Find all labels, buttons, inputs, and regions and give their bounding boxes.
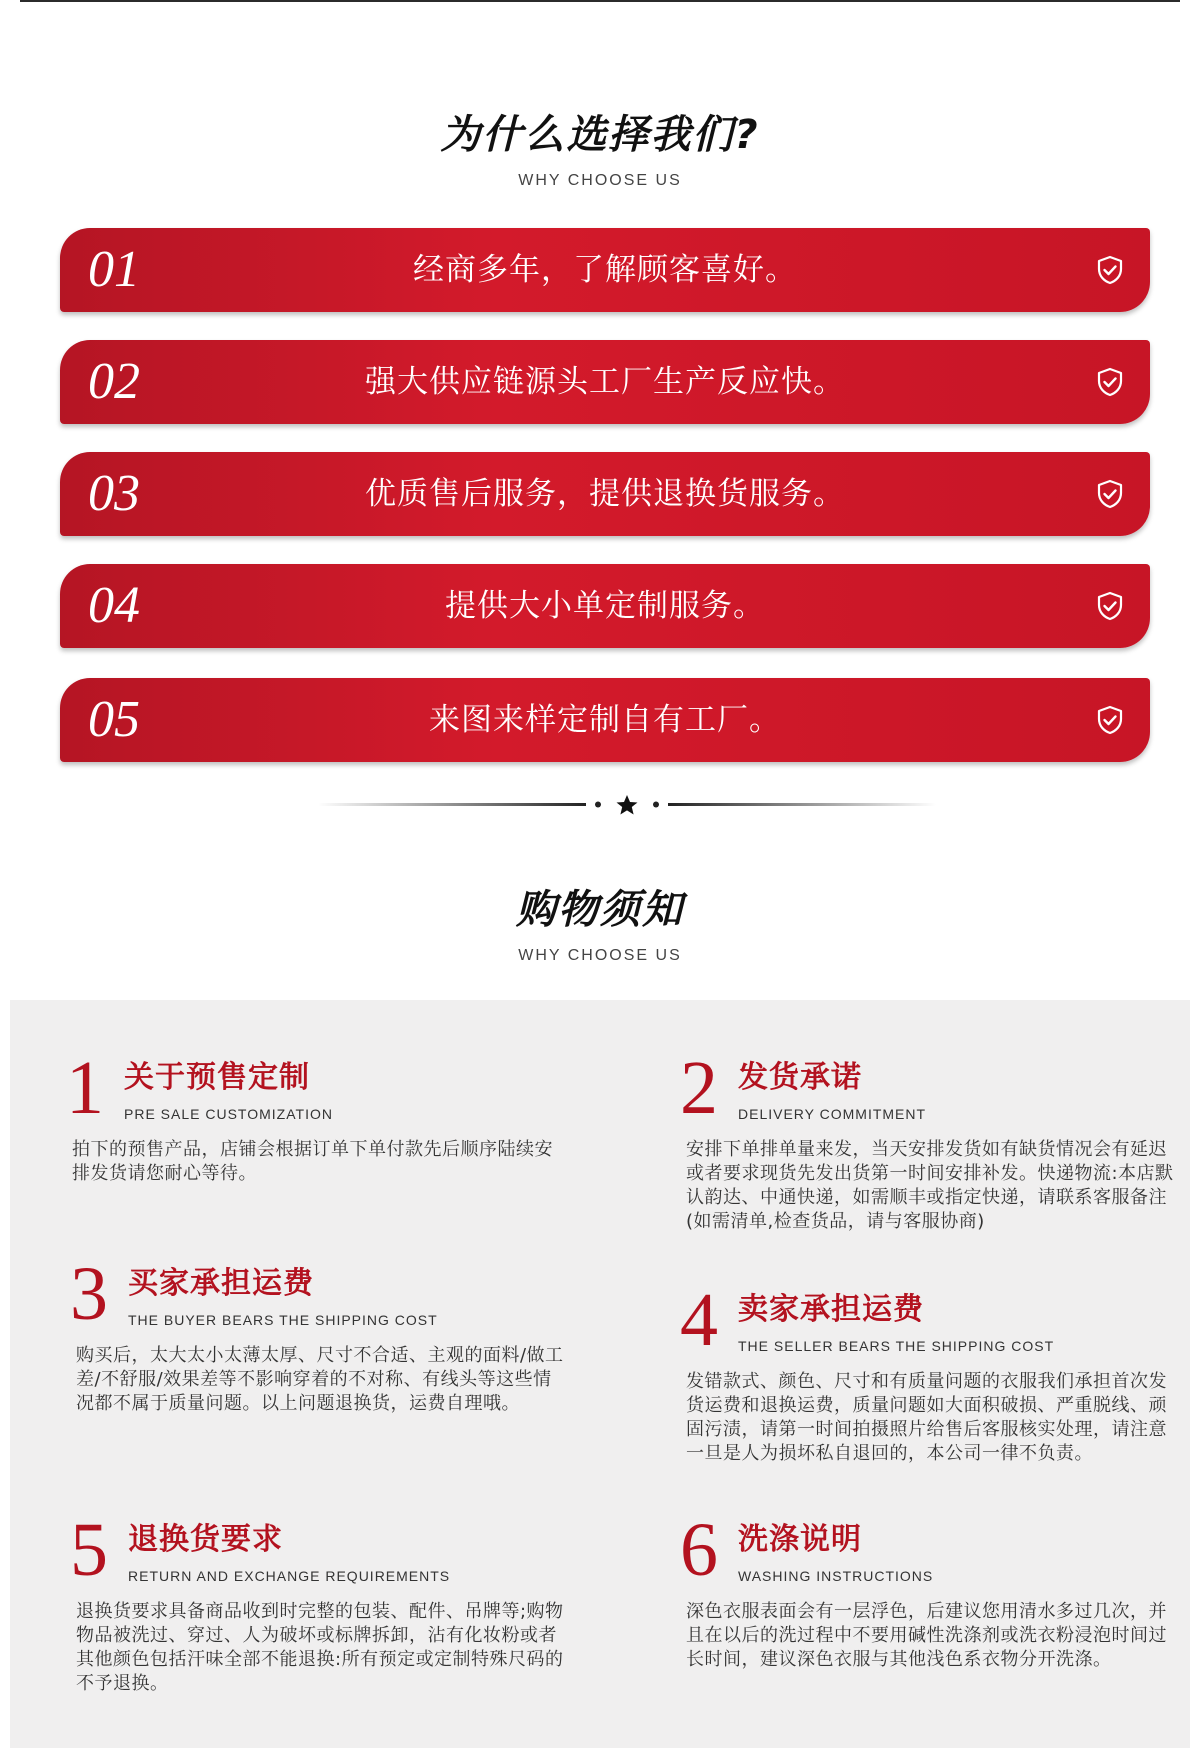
reason-number: 03: [88, 465, 140, 522]
shield-check-icon: [1094, 478, 1126, 510]
notice-item-title: 洗涤说明: [738, 1522, 862, 1557]
notice-item-number: 3: [70, 1252, 108, 1336]
reason-banner-02: [60, 340, 1150, 424]
notice-item-en: THE BUYER BEARS THE SHIPPING COST: [128, 1312, 438, 1328]
reason-number: 02: [88, 353, 140, 410]
notice-item-body: 深色衣服表面会有一层浮色，后建议您用清水多过几次，并且在以后的洗过程中不要用碱性洗涤剂或洗衣粉浸泡时间过长时间，建议深色衣服与其他浅色系衣物分开洗涤。: [686, 1601, 1167, 1670]
reason-text: 提供大小单定制服务。: [445, 588, 765, 624]
shopping-notice-header: [0, 878, 1200, 965]
notice-item-number: 6: [680, 1508, 718, 1592]
why-choose-us-header: [0, 103, 1200, 190]
why-title: 为什么选择我们?: [440, 112, 760, 158]
reason-banner-05: [60, 678, 1150, 762]
shield-check-icon: [1094, 590, 1126, 622]
notice-item-en: PRE SALE CUSTOMIZATION: [124, 1106, 333, 1122]
notice-title: 购物须知: [516, 887, 684, 933]
star-divider: [0, 793, 1200, 817]
reason-banner-04: [60, 564, 1150, 648]
reason-number: 01: [88, 241, 140, 298]
notice-item-title: 退换货要求: [128, 1522, 283, 1557]
shield-check-icon: [1094, 254, 1126, 286]
top-border-line: [20, 0, 1180, 2]
notice-item-body: 安排下单排单量来发，当天安排发货如有缺货情况会有延迟或者要求现货先发出货第一时间安排补发。快递物流:本店默认韵达、中通快递，如需顺丰或指定快递，请联系客服备注(如需清单,检查货品，请与客服协商): [686, 1139, 1174, 1232]
notice-subtitle: WHY CHOOSE US: [518, 947, 682, 964]
reason-text: 优质售后服务，提供退换货服务。: [365, 476, 845, 512]
notice-item-number: 1: [66, 1046, 104, 1130]
shield-check-icon: [1094, 704, 1126, 736]
reason-text: 来图来样定制自有工厂。: [429, 702, 781, 738]
notice-item-title: 买家承担运费: [128, 1266, 314, 1301]
why-subtitle: WHY CHOOSE US: [518, 172, 682, 189]
reason-text: 经商多年，了解顾客喜好。: [413, 252, 797, 288]
notice-item-en: WASHING INSTRUCTIONS: [738, 1568, 934, 1584]
notice-item-en: RETURN AND EXCHANGE REQUIREMENTS: [128, 1568, 451, 1584]
notice-item-number: 4: [680, 1278, 718, 1362]
notice-item-title: 关于预售定制: [124, 1060, 310, 1095]
notice-item-en: DELIVERY COMMITMENT: [738, 1106, 927, 1122]
reason-number: 04: [88, 577, 140, 634]
notice-item-title: 卖家承担运费: [738, 1292, 924, 1327]
reason-text: 强大供应链源头工厂生产反应快。: [365, 364, 845, 400]
reason-banner-03: [60, 452, 1150, 536]
reason-number: 05: [88, 691, 140, 748]
notice-item-body: 退换货要求具备商品收到时完整的包装、配件、吊牌等;购物物品被洗过、穿过、人为破坏或标牌拆卸，沾有化妆粉或者其他颜色包括汗味全部不能退换:所有预定或定制特殊尺码的不予退换。: [76, 1601, 564, 1694]
notice-item-number: 5: [70, 1508, 108, 1592]
notice-item-title: 发货承诺: [738, 1060, 862, 1095]
notice-item-body: 拍下的预售产品，店铺会根据订单下单付款先后顺序陆续安排发货请您耐心等待。: [72, 1139, 553, 1184]
reason-banner-01: [60, 228, 1150, 312]
notice-item-en: THE SELLER BEARS THE SHIPPING COST: [738, 1338, 1055, 1354]
notice-item-number: 2: [680, 1046, 718, 1130]
notice-item-body: 购买后，太大太小太薄太厚、尺寸不合适、主观的面料/做工差/不舒服/效果差等不影响穿着的不对称、有线头等这些情况都不属于质量问题。以上问题退换货，运费自理哦。: [76, 1345, 564, 1414]
notice-item-body: 发错款式、颜色、尺寸和有质量问题的衣服我们承担首次发货运费和退换运费，质量问题如大面积破损、严重脱线、顽固污渍，请第一时间拍摄照片给售后客服核实处理，请注意一旦是人为损坏私自退回的，本公司一律不负责。: [686, 1371, 1167, 1464]
shield-check-icon: [1094, 366, 1126, 398]
